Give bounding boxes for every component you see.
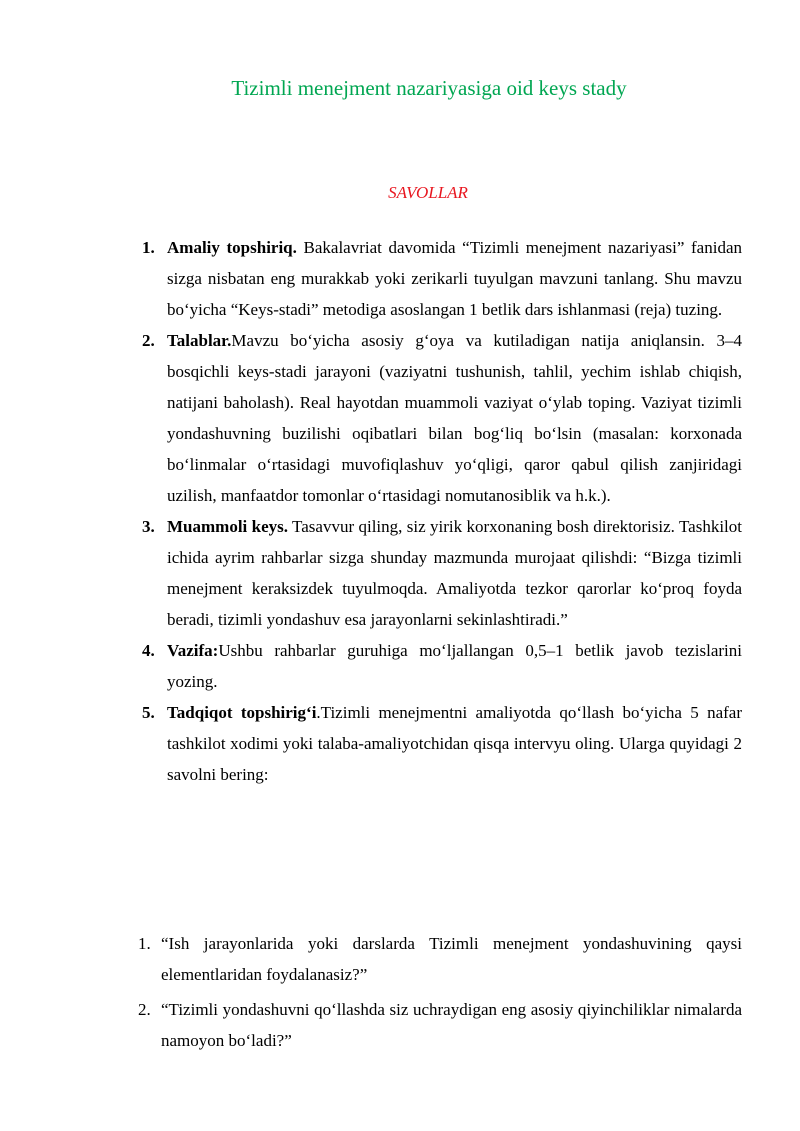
item-text: .Tizimli menejmentni amaliyotda qo‘llash bo‘yicha 5 nafar tashkilot xodimi yoki talaba-amaliyotchidan qisqa intervyu oling. Ularga quyidagi 2 savolni bering: xyxy=(167,703,742,784)
list-item xyxy=(138,928,742,990)
questions-list xyxy=(142,232,742,790)
interview-questions-list xyxy=(138,928,742,1060)
section-heading: SAVOLLAR xyxy=(388,183,468,202)
list-item xyxy=(142,635,742,697)
item-number: 1. xyxy=(142,238,155,257)
item-label: Amaliy topshiriq. xyxy=(167,238,297,257)
document-title: Tizimli menejment nazariyasiga oid keys stady xyxy=(231,76,627,100)
item-number: 2. xyxy=(138,1000,151,1019)
item-label: Talablar. xyxy=(167,331,232,350)
item-text: Tasavvur qiling, siz yirik korxonaning bosh direktorisiz. Tashkilot ichida ayrim rahbarlar sizga shunday mazmunda murojaat qilishdi: “Bizga tizimli menejment keraksizdek tuyulmoqda. Amaliyotda tezkor qarorlar ko‘proq foyda beradi, tizimli yondashuv esa jarayonlarni sekinlashtiradi.” xyxy=(167,517,742,629)
list-item xyxy=(142,511,742,635)
item-number: 1. xyxy=(138,934,151,953)
item-label: Tadqiqot topshirig‘i xyxy=(167,703,317,722)
item-text: “Tizimli yondashuvni qo‘llashda siz uchraydigan eng asosiy qiyinchiliklar nimalarda namoyon bo‘ladi?” xyxy=(161,1000,742,1050)
item-number: 2. xyxy=(142,331,155,350)
item-label: Vazifa: xyxy=(167,641,219,660)
item-text: Ushbu rahbarlar guruhiga mo‘ljallangan 0,5–1 betlik javob tezislarini yozing. xyxy=(167,641,742,691)
item-text: Bakalavriat davomida “Tizimli menejment nazariyasi” fanidan sizga nisbatan eng murakkab yoki zerikarli tuyulgan mavzuni tanlang. Shu mavzu bo‘yicha “Keys-stadi” metodiga asoslangan 1 betlik dars ishlanmasi (reja) tuzing. xyxy=(167,238,742,319)
item-number: 5. xyxy=(142,703,155,722)
item-label: Muammoli keys. xyxy=(167,517,288,536)
list-item xyxy=(142,325,742,511)
list-item xyxy=(138,994,742,1056)
list-item xyxy=(142,697,742,790)
item-number: 3. xyxy=(142,517,155,536)
item-text: Mavzu bo‘yicha asosiy g‘oya va kutiladigan natija aniqlansin. 3–4 bosqichli keys-stadi jarayoni (vaziyatni tushunish, tahlil, yechim ishlab chiqish, natijani baholash). Real hayotdan muammoli vaziyat o‘ylab toping. Vaziyat tizimli yondashuvning buzilishi oqibatlari bilan bog‘liq bo‘lsin (masalan: korxonada bo‘linmalar o‘rtasidagi muvofiqlashuv yo‘qligi, qaror qabul qilish zanjiridagi uzilish, manfaatdor tomonlar o‘rtasidagi nomutanosiblik va h.k.). xyxy=(167,331,742,505)
list-item xyxy=(142,232,742,325)
item-number: 4. xyxy=(142,641,155,660)
item-text: “Ish jarayonlarida yoki darslarda Tizimli menejment yondashuvining qaysi elementlaridan foydalanasiz?” xyxy=(161,934,742,984)
